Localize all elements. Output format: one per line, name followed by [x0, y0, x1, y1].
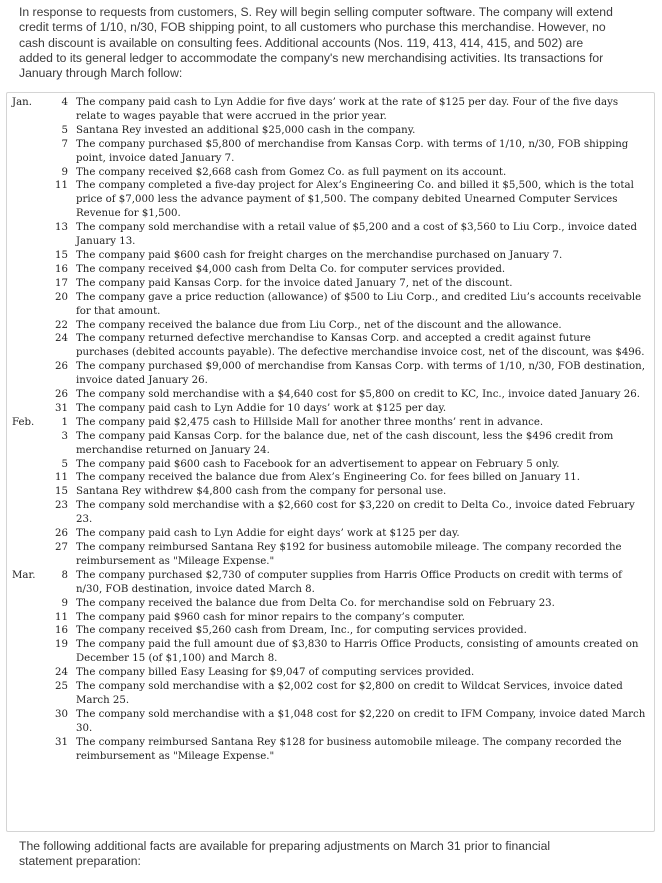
transaction-text: The company received the balance due from Alex’s Engineering Co. for fees billed on January 11. — [76, 472, 581, 484]
transaction-day: 22 — [55, 319, 68, 331]
transaction-row — [12, 124, 652, 138]
transaction-row — [12, 499, 652, 527]
transaction-row — [12, 263, 652, 277]
intro-paragraph: In response to requests from customers, S. Rey will begin selling computer software. The company will extend credit terms of 1/10, n/30, FOB shipping point, to all customers who purchase this merchandise. However, no cash discount is available on consulting fees. Additional accounts (Nos. 119, 413, 414, 415, and 502) are added to its general ledger to accommodate the company's new merchandising activities. Its transactions for January through March follow: — [19, 5, 613, 81]
transaction-text: The company paid cash to Lyn Addie for five days’ work at the rate of $125 per day. Four of the five days relate to wages payable that were accrued in the prior year. — [76, 97, 619, 122]
transaction-row — [12, 388, 652, 402]
transaction-row — [12, 138, 652, 166]
transaction-text: The company received the balance due from Delta Co. for merchandise sold on February 23. — [76, 597, 555, 609]
transaction-row — [12, 680, 652, 708]
transaction-row — [12, 708, 652, 736]
transaction-month — [12, 179, 50, 221]
transaction-day: 31 — [55, 736, 68, 748]
transaction-text: The company billed Easy Leasing for $9,047 of computing services provided. — [76, 667, 475, 679]
transaction-row — [12, 221, 652, 249]
transaction-row — [12, 360, 652, 388]
transaction-row — [12, 458, 652, 472]
transaction-day: 5 — [61, 458, 68, 470]
transaction-text: The company returned defective merchandise to Kansas Corp. and accepted a credit against future purchases (debited accounts payable). The defective merchandise invoice cost, net of the discount, was $496. — [76, 333, 645, 359]
transaction-day: 19 — [55, 639, 68, 651]
transaction-text: The company sold merchandise with a $1,048 cost for $2,220 on credit to IFM Company, invoice dated March 30. — [76, 708, 646, 734]
transaction-text: The company paid $2,475 cash to Hillside Mall for another three months’ rent in advance. — [76, 416, 544, 428]
transaction-month — [12, 388, 50, 402]
transaction-text: Santana Rey withdrew $4,800 cash from the company for personal use. — [76, 486, 447, 498]
transaction-month — [12, 221, 50, 249]
transaction-row — [12, 569, 652, 597]
transaction-row — [12, 332, 652, 360]
transaction-text: The company paid cash to Lyn Addie for 10 days’ work at $125 per day. — [76, 402, 447, 414]
transaction-text: The company received $4,000 cash from Delta Co. for computer services provided. — [76, 263, 506, 275]
transaction-month — [12, 597, 50, 611]
transaction-day: 13 — [55, 222, 68, 234]
transaction-day: 15 — [55, 249, 68, 261]
transaction-row — [12, 96, 652, 124]
transaction-text: The company paid the full amount due of $3,830 to Harris Office Products, consisting of amounts created on December 15 (of $1,100) and March 8. — [76, 639, 639, 665]
transaction-text: The company purchased $9,000 of merchandise from Kansas Corp. with terms of 1/10, n/30, FOB destination, invoice dated January 26. — [76, 361, 645, 387]
transaction-day: 3 — [61, 430, 68, 442]
transaction-text: The company received $5,260 cash from Dream, Inc., for computing services provided. — [76, 625, 527, 637]
transaction-day: 16 — [55, 625, 68, 637]
transaction-row — [12, 430, 652, 458]
transaction-month — [12, 541, 50, 569]
transaction-day: 8 — [61, 569, 68, 581]
transaction-day: 9 — [61, 166, 68, 178]
transaction-text: The company sold merchandise with a $2,002 cost for $2,800 on credit to Wildcat Services, invoice dated March 25. — [76, 681, 623, 706]
transaction-month — [12, 611, 50, 625]
transaction-month — [12, 291, 50, 319]
transaction-row — [12, 277, 652, 291]
transaction-text: The company paid Kansas Corp. for the invoice dated January 7, net of the discount. — [76, 277, 513, 289]
transaction-row — [12, 624, 652, 638]
transaction-text: The company sold merchandise with a $2,660 cost for $3,220 on credit to Delta Co., invoice dated February 23. — [76, 500, 635, 526]
transaction-month — [12, 638, 50, 666]
transaction-text: The company paid $960 cash for minor repairs to the company’s computer. — [76, 611, 465, 623]
transaction-month — [12, 471, 50, 485]
transaction-day: 11 — [55, 180, 68, 192]
transaction-row — [12, 485, 652, 499]
transaction-row — [12, 319, 652, 333]
transaction-text: The company received $2,668 cash from Gomez Co. as full payment on its account. — [76, 166, 507, 178]
transaction-row — [12, 611, 652, 625]
transaction-text: The company paid $600 cash to Facebook for an advertisement to appear on February 5 only. — [76, 458, 560, 470]
transaction-month: Feb. — [12, 416, 35, 428]
transaction-month — [12, 624, 50, 638]
transaction-text: Santana Rey invested an additional $25,000 cash in the company. — [76, 124, 416, 136]
transaction-text: The company paid Kansas Corp. for the balance due, net of the cash discount, less the $496 credit from merchandise returned on January 24. — [76, 430, 614, 456]
transaction-row — [12, 638, 652, 666]
transaction-text: The company paid $600 cash for freight charges on the merchandise purchased on January 7. — [76, 249, 563, 261]
transaction-month — [12, 485, 50, 499]
transaction-day: 26 — [55, 361, 68, 373]
transaction-month — [12, 360, 50, 388]
transaction-month: Mar. — [12, 569, 36, 581]
transaction-day: 11 — [55, 611, 68, 623]
transaction-text: The company purchased $2,730 of computer supplies from Harris Office Products on credit with terms of n/30, FOB destination, invoice dated March 8. — [76, 569, 622, 595]
transaction-day: 11 — [55, 472, 68, 484]
transaction-month — [12, 430, 50, 458]
transaction-row — [12, 541, 652, 569]
transaction-text: The company purchased $5,800 of merchandise from Kansas Corp. with terms of 1/10, n/30, FOB shipping point, invoice dated January 7. — [76, 138, 629, 164]
transactions-list — [12, 96, 652, 764]
transaction-text: The company sold merchandise with a $4,640 cost for $5,800 on credit to KC, Inc., invoice dated January 26. — [76, 389, 640, 401]
transaction-text: The company completed a five-day project for Alex’s Engineering Co. and billed it $5,500, which is the total price of $7,000 less the advance payment of $1,500. The company debited Unearned Computer Services Revenue for $1,500. — [76, 180, 634, 220]
transaction-day: 4 — [61, 97, 68, 108]
transaction-row — [12, 736, 652, 764]
transaction-day: 26 — [55, 389, 68, 401]
transaction-month — [12, 458, 50, 472]
transaction-month — [12, 249, 50, 263]
transaction-month — [12, 138, 50, 166]
transaction-month — [12, 499, 50, 527]
transaction-month: Jan. — [12, 97, 32, 108]
transaction-row — [12, 597, 652, 611]
transaction-day: 9 — [61, 597, 68, 609]
transaction-day: 30 — [55, 708, 68, 720]
transaction-row — [12, 291, 652, 319]
transaction-day: 25 — [55, 681, 68, 693]
transaction-day: 24 — [55, 333, 68, 345]
transaction-row — [12, 527, 652, 541]
transaction-day: 26 — [55, 528, 68, 540]
transaction-row — [12, 166, 652, 180]
transaction-day: 7 — [61, 138, 68, 150]
transaction-month — [12, 277, 50, 291]
outro-paragraph: The following additional facts are available for preparing adjustments on March 31 prior to financial statement preparation: — [19, 839, 551, 869]
transaction-text: The company gave a price reduction (allowance) of $500 to Liu Corp., and credited Liu’s accounts receivable for that amount. — [76, 291, 642, 317]
transaction-text: The company received the balance due from Liu Corp., net of the discount and the allowance. — [76, 319, 562, 331]
transaction-day: 17 — [55, 277, 68, 289]
transaction-row — [12, 666, 652, 680]
transaction-text: The company reimbursed Santana Rey $192 for business automobile mileage. The company recorded the reimbursement as "Mileage Expense." — [76, 542, 622, 567]
transaction-month — [12, 680, 50, 708]
transaction-day: 23 — [55, 500, 68, 512]
transaction-month — [12, 736, 50, 764]
transaction-text: The company reimbursed Santana Rey $128 for business automobile mileage. The company recorded the reimbursement as "Mileage Expense." — [76, 736, 622, 762]
transaction-text: The company sold merchandise with a retail value of $5,200 and a cost of $3,560 to Liu Corp., invoice dated January 13. — [76, 222, 637, 248]
transaction-row — [12, 471, 652, 485]
transaction-row — [12, 402, 652, 416]
transaction-month — [12, 124, 50, 138]
transaction-day: 16 — [55, 263, 68, 275]
transaction-day: 15 — [55, 486, 68, 498]
transaction-day: 5 — [61, 124, 68, 136]
transaction-day: 27 — [55, 542, 68, 553]
transaction-month — [12, 666, 50, 680]
transaction-month — [12, 263, 50, 277]
transaction-month — [12, 166, 50, 180]
transaction-day: 20 — [55, 291, 68, 303]
transaction-day: 31 — [55, 402, 68, 414]
transaction-row — [12, 179, 652, 221]
transaction-row — [12, 416, 652, 430]
transaction-month — [12, 402, 50, 416]
transaction-month — [12, 332, 50, 360]
transaction-day: 24 — [55, 667, 68, 679]
transaction-day: 1 — [61, 416, 68, 428]
transaction-row — [12, 249, 652, 263]
transaction-month — [12, 708, 50, 736]
transaction-month — [12, 527, 50, 541]
transaction-month — [12, 319, 50, 333]
transaction-text: The company paid cash to Lyn Addie for eight days’ work at $125 per day. — [76, 528, 460, 540]
